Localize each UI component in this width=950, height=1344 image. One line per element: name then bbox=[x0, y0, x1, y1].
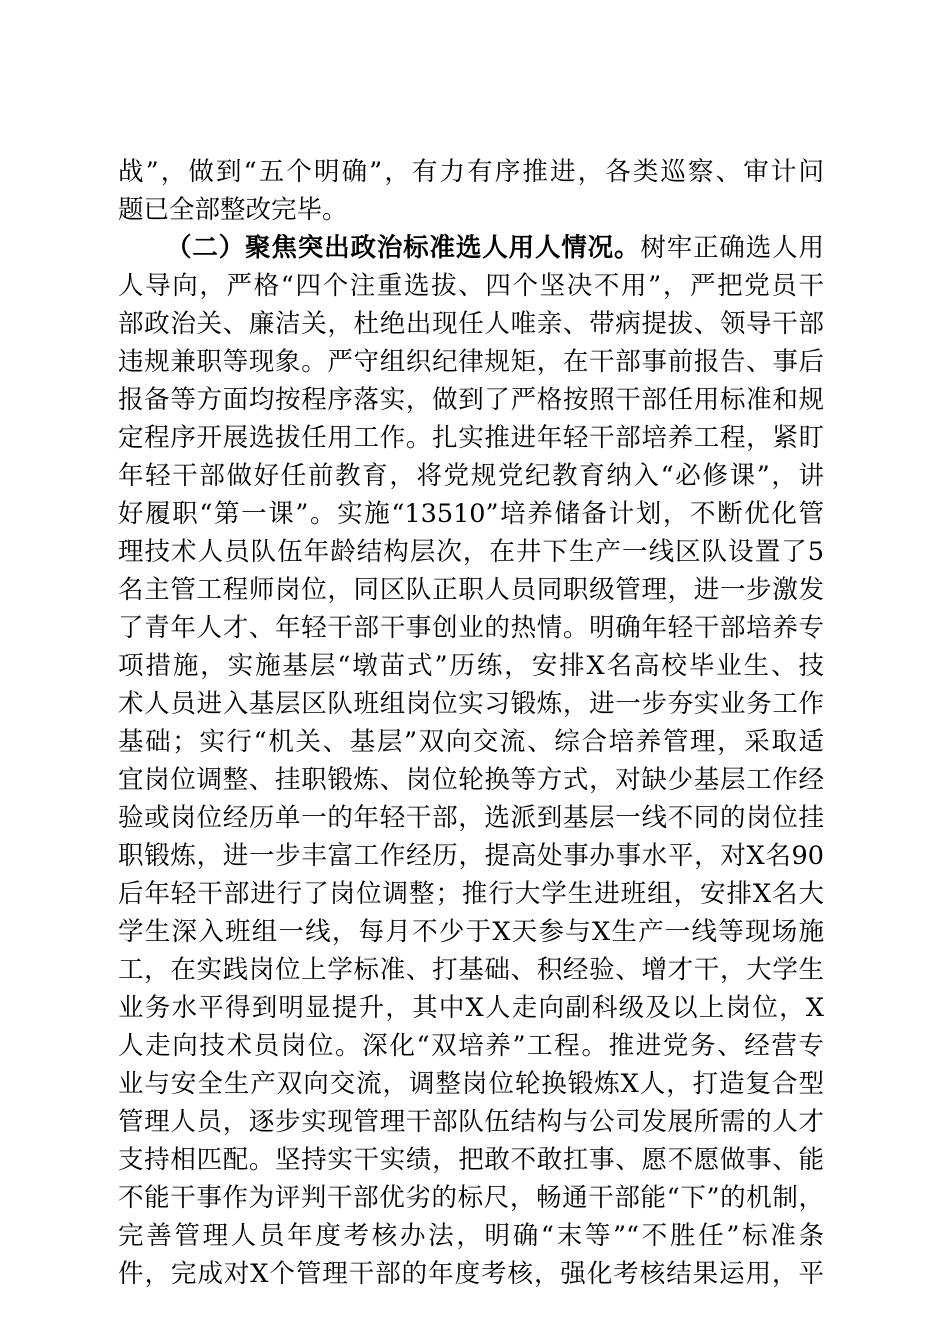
paragraph-line: 验或岗位经历单一的年轻干部，选派到基层一线不同的岗位挂 bbox=[118, 803, 824, 833]
paragraph-line: 后年轻干部进行了岗位调整；推行大学生进班组，安排X名大 bbox=[118, 879, 824, 909]
paragraph-line: 理技术人员队伍年龄结构层次，在井下生产一线区队设置了5 bbox=[118, 537, 824, 567]
paragraph-line: 支持相匹配。坚持实干实绩，把敢不敢扛事、愿不愿做事、能 bbox=[118, 1145, 824, 1175]
paragraph-line: 违规兼职等现象。严守组织纪律规矩，在干部事前报告、事后 bbox=[118, 347, 824, 377]
section-heading: （二）聚焦突出政治标准选人用人情况。 bbox=[166, 233, 641, 263]
paragraph-line: 管理人员，逐步实现管理干部队伍结构与公司发展所需的人才 bbox=[118, 1107, 824, 1137]
paragraph-line: 不能干事作为评判干部优劣的标尺，畅通干部能“下”的机制， bbox=[118, 1183, 824, 1213]
paragraph-line: 部政治关、廉洁关，杜绝出现任人唯亲、带病提拔、领导干部 bbox=[118, 309, 824, 339]
paragraph-line: 基础；实行“机关、基层”双向交流、综合培养管理，采取适 bbox=[118, 727, 824, 757]
paragraph-line: 题已全部整改完毕。 bbox=[118, 195, 348, 225]
paragraph-line: 战”，做到“五个明确”，有力有序推进，各类巡察、审计问 bbox=[118, 157, 824, 187]
paragraph-line: 名主管工程师岗位，同区队正职人员同职级管理，进一步激发 bbox=[118, 575, 824, 605]
paragraph-line: 好履职“第一课”。实施“13510”培养储备计划，不断优化管 bbox=[118, 499, 824, 529]
paragraph-line: 定程序开展选拔任用工作。扎实推进年轻干部培养工程，紧盯 bbox=[118, 423, 824, 453]
paragraph-line: 件，完成对X个管理干部的年度考核，强化考核结果运用，平 bbox=[118, 1259, 824, 1289]
paragraph-line: 人走向技术员岗位。深化“双培养”工程。推进党务、经营专 bbox=[118, 1031, 824, 1061]
paragraph-line: 学生深入班组一线，每月不少于X天参与X生产一线等现场施 bbox=[118, 917, 824, 947]
paragraph-line: 职锻炼，进一步丰富工作经历，提高处事办事水平，对X名90 bbox=[118, 841, 824, 871]
paragraph-line: 业与安全生产双向交流，调整岗位轮换锻炼X人，打造复合型 bbox=[118, 1069, 824, 1099]
paragraph-line: 完善管理人员年度考核办法，明确“末等”“不胜任”标准条 bbox=[118, 1221, 824, 1251]
paragraph-line: 人导向，严格“四个注重选拔、四个坚决不用”，严把党员干 bbox=[118, 271, 824, 301]
paragraph-line: 宜岗位调整、挂职锻炼、岗位轮换等方式，对缺少基层工作经 bbox=[118, 765, 824, 795]
paragraph-line: 工，在实践岗位上学标准、打基础、积经验、增才干，大学生 bbox=[118, 955, 824, 985]
section-heading-line bbox=[166, 228, 824, 268]
paragraph-line: 术人员进入基层区队班组岗位实习锻炼，进一步夯实业务工作 bbox=[118, 689, 824, 719]
section-heading-continuation: 树牢正确选人用 bbox=[640, 233, 824, 263]
paragraph-line: 报备等方面均按程序落实，做到了严格按照干部任用标准和规 bbox=[118, 385, 824, 415]
paragraph-line: 年轻干部做好任前教育，将党规党纪教育纳入“必修课”，讲 bbox=[118, 461, 824, 491]
paragraph-line: 项措施，实施基层“墩苗式”历练，安排X名高校毕业生、技 bbox=[118, 651, 824, 681]
paragraph-line: 业务水平得到明显提升，其中X人走向副科级及以上岗位，X bbox=[118, 993, 824, 1023]
paragraph-line: 了青年人才、年轻干部干事创业的热情。明确年轻干部培养专 bbox=[118, 613, 824, 643]
